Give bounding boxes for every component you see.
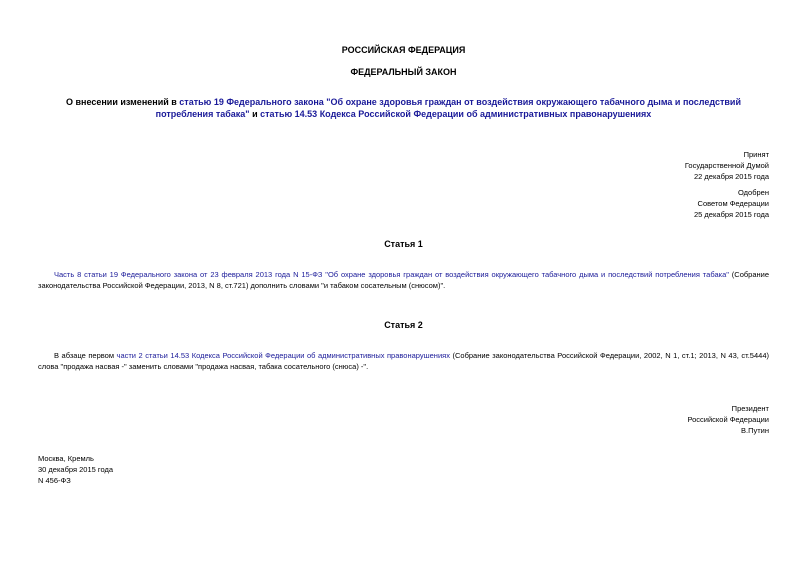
law-title (40, 96, 767, 120)
title-link-article-19[interactable]: статью 19 Федерального закона "Об охране здоровья граждан от воздействия окружающего табачного дыма и последствий потребления табака" (155, 97, 741, 119)
approved-block (694, 187, 769, 220)
title-prefix: О внесении изменений в (66, 97, 180, 107)
place-line-3: N 456-ФЗ (38, 476, 71, 485)
country-heading: РОССИЙСКАЯ ФЕДЕРАЦИЯ (341, 45, 466, 55)
law-type-heading: ФЕДЕРАЛЬНЫЙ ЗАКОН (350, 67, 457, 77)
article-2-prefix: В абзаце первом (54, 351, 117, 360)
signature-line-1: Президент (731, 404, 769, 413)
article-2-heading: Статья 2 (384, 320, 423, 330)
signature-line-2: Российской Федерации (687, 415, 769, 424)
place-date-block (38, 453, 113, 486)
title-link-article-14-53[interactable]: статью 14.53 Кодекса Российской Федерации об административных правонарушениях (260, 109, 652, 119)
adopted-block (685, 149, 769, 182)
adopted-line-1: Принят (743, 150, 769, 159)
title-middle: и (249, 109, 261, 119)
place-line-2: 30 декабря 2015 года (38, 465, 114, 474)
article-2-body: (Собрание законодательства Российской Федерации, 2002, N 1, ст.1; 2013, N 43, ст.5444) слова "продажа насвая -" заменить словами "продажа насвая, табака сосательного (снюса) -". (38, 351, 769, 371)
article-2-link[interactable]: части 2 статьи 14.53 Кодекса Российской Федерации об административных правонарушениях (116, 351, 450, 360)
adopted-line-3: 22 декабря 2015 года (693, 172, 769, 181)
approved-line-3: 25 декабря 2015 года (693, 210, 769, 219)
article-1-link[interactable]: Часть 8 статьи 19 Федерального закона от 23 февраля 2013 года N 15-ФЗ "Об охране здоровья граждан от воздействия окружающего табачного дыма и последствий потребления табака" (54, 270, 729, 279)
article-1-body: (Собрание законодательства Российской Федерации, 2013, N 8, ст.721) дополнить словами "и табаком сосательным (снюсом)". (38, 270, 770, 290)
article-1-text (38, 269, 769, 291)
article-2-text (38, 350, 769, 372)
approved-line-1: Одобрен (738, 188, 769, 197)
place-line-1: Москва, Кремль (38, 454, 94, 463)
signature-block (687, 403, 769, 436)
approved-line-2: Советом Федерации (697, 199, 769, 208)
article-1-heading: Статья 1 (384, 239, 423, 249)
adopted-line-2: Государственной Думой (684, 161, 769, 170)
signature-line-3: В.Путин (741, 426, 769, 435)
